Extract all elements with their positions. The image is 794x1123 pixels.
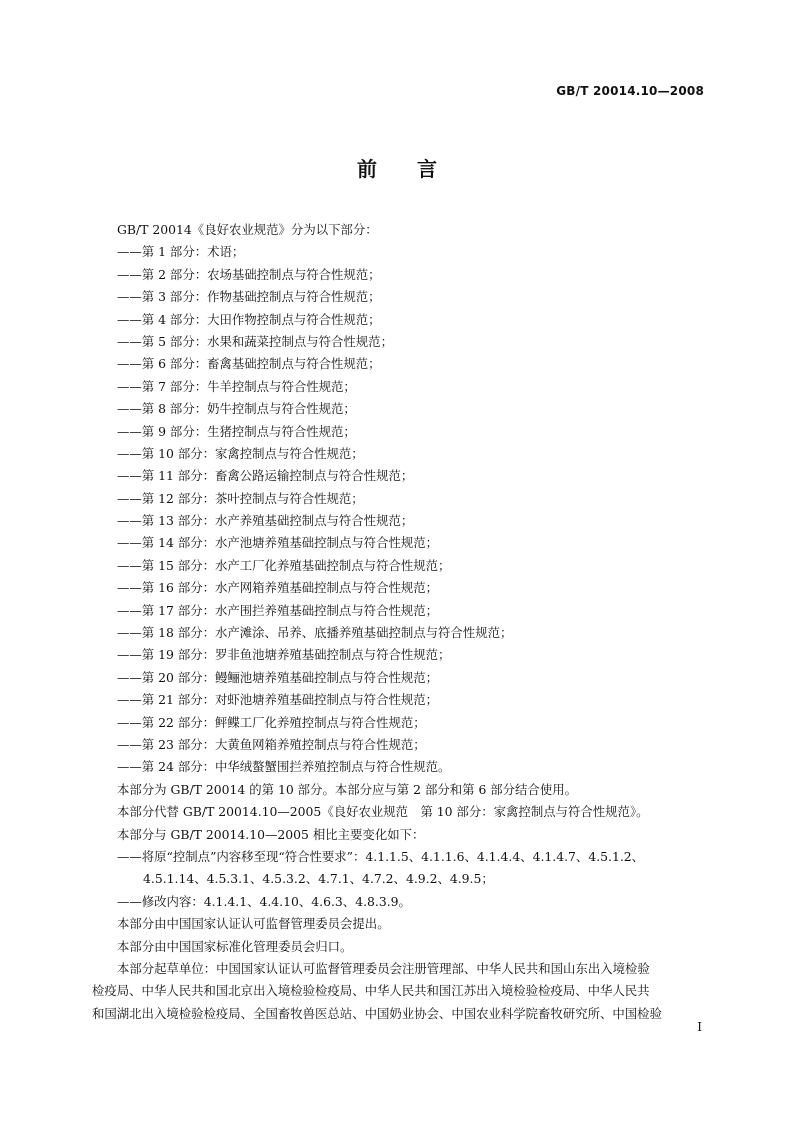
list-item: ——第 24 部分：中华绒螯蟹围拦养殖控制点与符合性规范。 <box>117 759 451 775</box>
change-item-1-line-2: 4.5.1.14、4.5.3.1、4.5.3.2、4.7.1、4.7.2、4.9.2、4.9.5； <box>143 871 494 887</box>
page-title: 前言 <box>357 157 477 181</box>
list-item: ——第 1 部分：术语； <box>117 244 245 260</box>
list-item: ——第 7 部分：牛羊控制点与符合性规范； <box>117 378 356 394</box>
part-of-paragraph: 本部分为 GB/T 20014 的第 10 部分。本部分应与第 2 部分和第 6 部分结合使用。 <box>117 781 577 797</box>
list-item: ——第 10 部分：家禽控制点与符合性规范； <box>117 445 364 461</box>
list-item: ——第 16 部分：水产网箱养殖基础控制点与符合性规范； <box>117 580 439 596</box>
list-item: ——第 15 部分：水产工厂化养殖基础控制点与符合性规范； <box>117 557 451 573</box>
list-item: ——第 3 部分：作物基础控制点与符合性规范； <box>117 289 381 305</box>
list-item: ——第 8 部分：奶牛控制点与符合性规范； <box>117 401 356 417</box>
list-item: ——第 14 部分：水产池塘养殖基础控制点与符合性规范； <box>117 535 439 551</box>
list-item: ——第 20 部分：鳗鲡池塘养殖基础控制点与符合性规范； <box>117 669 439 685</box>
change-item-1-line-1: ——将原“控制点”内容移至现“符合性要求”：4.1.1.5、4.1.1.6、4.1.4.4、4.1.4.7、4.5.1.2、 <box>117 848 645 864</box>
list-item: ——第 2 部分：农场基础控制点与符合性规范； <box>117 266 381 282</box>
proposed-by-paragraph: 本部分由中国国家认证认可监督管理委员会提出。 <box>117 916 390 932</box>
document-body <box>92 219 710 1025</box>
drafting-units-line-1: 本部分起草单位：中国国家认证认可监督管理委员会注册管理部、中华人民共和国山东出入境检验 <box>117 960 650 976</box>
standard-code: GB/T 20014.10—2008 <box>556 84 704 98</box>
drafting-units-line-3: 和国湖北出入境检验检疫局、全国畜牧兽医总站、中国奶业协会、中国农业科学院畜牧研究所、中国检验 <box>92 1005 662 1021</box>
list-item: ——第 9 部分：生猪控制点与符合性规范； <box>117 423 356 439</box>
drafting-units-line-2: 检疫局、中华人民共和国北京出入境检验检疫局、中华人民共和国江苏出入境检验检疫局、中华人民共 <box>92 983 650 999</box>
list-item: ——第 22 部分：鲆鲽工厂化养殖控制点与符合性规范； <box>117 714 426 730</box>
list-item: ——第 21 部分：对虾池塘养殖基础控制点与符合性规范； <box>117 692 439 708</box>
list-item: ——第 4 部分：大田作物控制点与符合性规范； <box>117 311 381 327</box>
replaces-paragraph: 本部分代替 GB/T 20014.10—2005《良好农业规范 第 10 部分：家禽控制点与符合性规范》。 <box>117 804 649 820</box>
list-item: ——第 11 部分：畜禽公路运输控制点与符合性规范； <box>117 468 414 484</box>
drafting-units-paragraph <box>92 958 710 1025</box>
list-item: ——第 18 部分：水产滩涂、吊养、底播养殖基础控制点与符合性规范； <box>117 625 513 641</box>
list-item: ——第 13 部分：水产养殖基础控制点与符合性规范； <box>117 513 414 529</box>
list-item: ——第 6 部分：畜禽基础控制点与符合性规范； <box>117 356 381 372</box>
page-number: I <box>697 1020 702 1034</box>
list-item: ——第 5 部分：水果和蔬菜控制点与符合性规范； <box>117 333 393 349</box>
intro-paragraph: GB/T 20014《良好农业规范》分为以下部分： <box>117 222 378 237</box>
list-item: ——第 19 部分：罗非鱼池塘养殖基础控制点与符合性规范； <box>117 647 451 663</box>
list-item: ——第 23 部分：大黄鱼网箱养殖控制点与符合性规范； <box>117 736 426 752</box>
list-item: ——第 12 部分：茶叶控制点与符合性规范； <box>117 490 364 506</box>
centralized-by-paragraph: 本部分由中国国家标准化管理委员会归口。 <box>117 938 353 954</box>
list-item: ——第 17 部分：水产围拦养殖基础控制点与符合性规范； <box>117 602 439 618</box>
change-item-2: ——修改内容：4.1.4.1、4.4.10、4.6.3、4.8.3.9。 <box>117 893 411 909</box>
parts-list <box>92 241 710 778</box>
changes-intro-paragraph: 本部分与 GB/T 20014.10—2005 相比主要变化如下： <box>117 826 425 842</box>
